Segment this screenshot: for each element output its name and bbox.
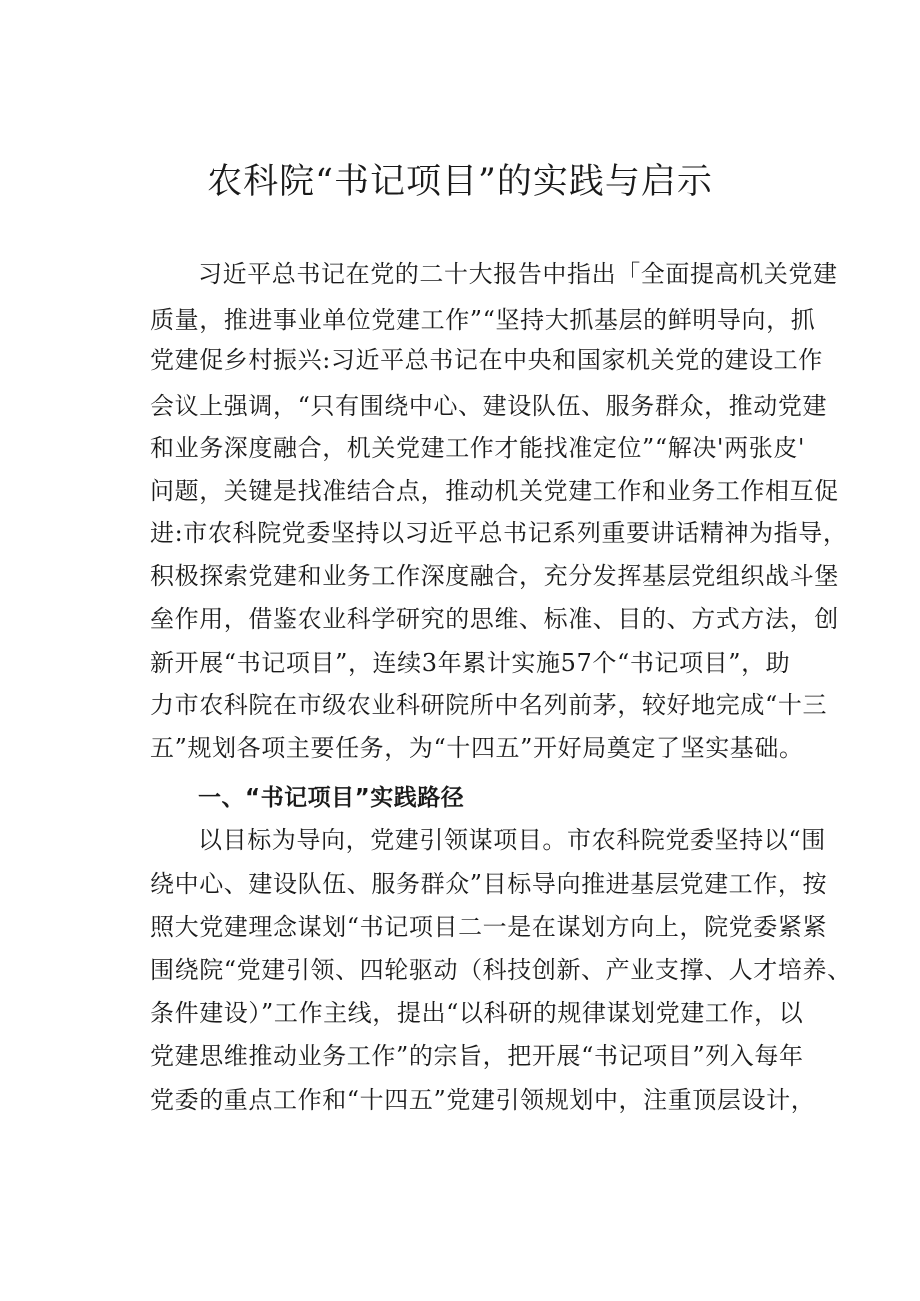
paragraph-2-line: 党建思维推动业务工作”的宗旨，把开展“书记项目”列入每年 [150,1042,804,1070]
paragraph-2-line: 以目标为导向，党建引领谋项目。市农科院党委坚持以“围 [198,826,826,854]
paragraph-1-line: 和业务深度融合，机关党建工作才能找准定位”“解决'两张皮' [150,434,806,462]
section-heading: 一、“书记项目”实践路径 [198,785,465,811]
paragraph-2-line: 围绕院“党建引领、四轮驱动（科技创新、产业支撑、人才培养、 [150,956,852,984]
paragraph-1-line: 新开展“书记项目”，连续3年累计实施57个“书记项目”，助 [150,649,791,677]
paragraph-2-line: 条件建设）”工作主线，提出“以科研的规律谋划党建工作，以 [150,999,804,1027]
paragraph-1-line: 五”规划各项主要任务，为“十四五”开好局奠定了坚实基础。 [150,734,804,762]
paragraph-1-line: 进:市农科院党委坚持以习近平总书记系列重要讲话精神为指导， [150,519,848,547]
paragraph-1-line: 积极探索党建和业务工作深度融合，充分发挥基层党组织战斗堡 [150,562,839,590]
paragraph-1-line: 会议上强调，“只有围绕中心、建设队伍、服务群众，推动党建 [150,392,828,420]
document-title: 农科院“书记项目”的实践与启示 [207,162,713,202]
paragraph-1-line: 垒作用，借鉴农业科学研究的思维、标准、目的、方式方法，创 [150,605,839,633]
paragraph-2-line: 绕中心、建设队伍、服务群众”目标导向推进基层党建工作，按 [150,870,828,898]
paragraph-1-line: 党建促乡村振兴:习近平总书记在中央和国家机关党的建设工作 [150,346,823,374]
paragraph-1-line: 习近平总书记在党的二十大报告中指出「全面提高机关党建 [198,260,838,288]
paragraph-2-line: 党委的重点工作和“十四五”党建引领规划中，注重顶层设计， [150,1086,816,1114]
paragraph-1-line: 力市农科院在市级农业科研院所中名列前茅，较好地完成“十三 [150,691,828,719]
paragraph-1-line: 问题，关键是找准结合点，推动机关党建工作和业务工作相互促 [150,477,839,505]
paragraph-1-line: 质量，推进事业单位党建工作”“坚持大抓基层的鲜明导向，抓 [150,306,816,334]
paragraph-2-line: 照大党建理念谋划“书记项目二一是在谋划方向上，院党委紧紧 [150,913,828,941]
